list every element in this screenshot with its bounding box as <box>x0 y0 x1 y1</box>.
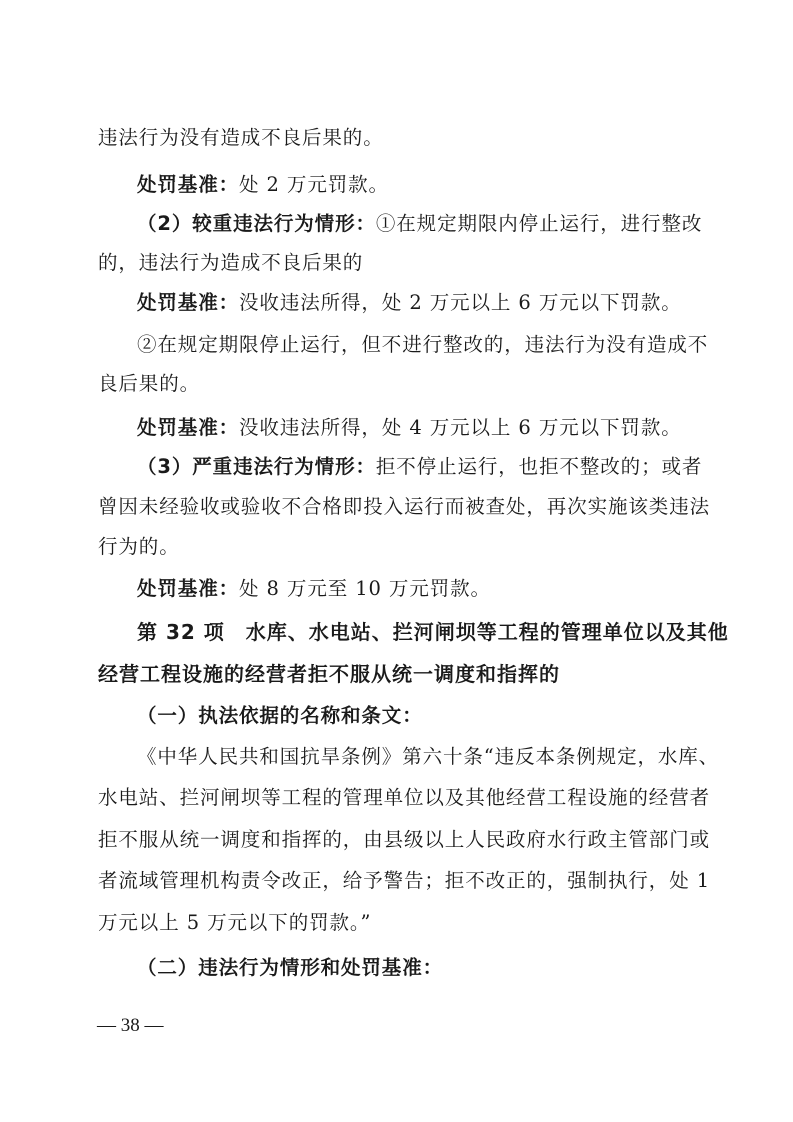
item-heading-continued: 经营工程设施的经营者拒不服从统一调度和指挥的 <box>98 662 560 686</box>
penalty-standard-label: 处罚基准： <box>137 291 240 314</box>
penalty-standard-label: 处罚基准： <box>137 416 240 439</box>
body-line: 良后果的。 <box>98 372 201 395</box>
body-line: ②在规定期限停止运行，但不进行整改的，违法行为没有造成不 <box>137 333 709 356</box>
item-heading: 第 32 项 水库、水电站、拦河闸坝等工程的管理单位以及其他 <box>137 620 729 644</box>
body-line: 违法行为没有造成不良后果的。 <box>98 126 384 149</box>
severe-violation-line: （3）严重违法行为情形：拒不停止运行，也拒不整改的；或者 <box>137 455 703 478</box>
serious-violation-line: （2）较重违法行为情形：①在规定期限内停止运行，进行整改 <box>137 212 703 235</box>
penalty-standard-line: 处罚基准：没收违法所得，处 4 万元以上 6 万元以下罚款。 <box>137 416 682 439</box>
body-line: 《中华人民共和国抗旱条例》第六十条“违反本条例规定，水库、 <box>137 745 720 768</box>
serious-violation-label: （2）较重违法行为情形： <box>137 212 376 235</box>
penalty-standard-label: 处罚基准： <box>137 173 240 196</box>
severe-violation-label: （3）严重违法行为情形： <box>137 455 376 478</box>
body-line: 拒不服从统一调度和指挥的，由县级以上人民政府水行政主管部门或 <box>98 828 711 851</box>
body-line: 的，违法行为造成不良后果的 <box>98 251 364 274</box>
body-line: 万元以上 5 万元以下的罚款。” <box>98 911 372 934</box>
page-number: — 38 — <box>97 1015 164 1036</box>
penalty-standard-line: 处罚基准：处 2 万元罚款。 <box>137 173 389 196</box>
section-heading: （二）违法行为情形和处罚基准： <box>137 956 444 979</box>
penalty-standard-label: 处罚基准： <box>137 577 240 600</box>
body-line: 水电站、拦河闸坝等工程的管理单位以及其他经营工程设施的经营者 <box>98 786 711 809</box>
body-line: 者流域管理机构责令改正，给予警告；拒不改正的，强制执行，处 1 <box>98 869 711 892</box>
section-heading: （一）执法依据的名称和条文： <box>137 704 423 727</box>
body-line: 行为的。 <box>98 535 180 558</box>
penalty-standard-line: 处罚基准：处 8 万元至 10 万元罚款。 <box>137 577 491 600</box>
body-line: 曾因未经验收或验收不合格即投入运行而被查处，再次实施该类违法 <box>98 495 711 518</box>
penalty-standard-line: 处罚基准：没收违法所得，处 2 万元以上 6 万元以下罚款。 <box>137 291 682 314</box>
